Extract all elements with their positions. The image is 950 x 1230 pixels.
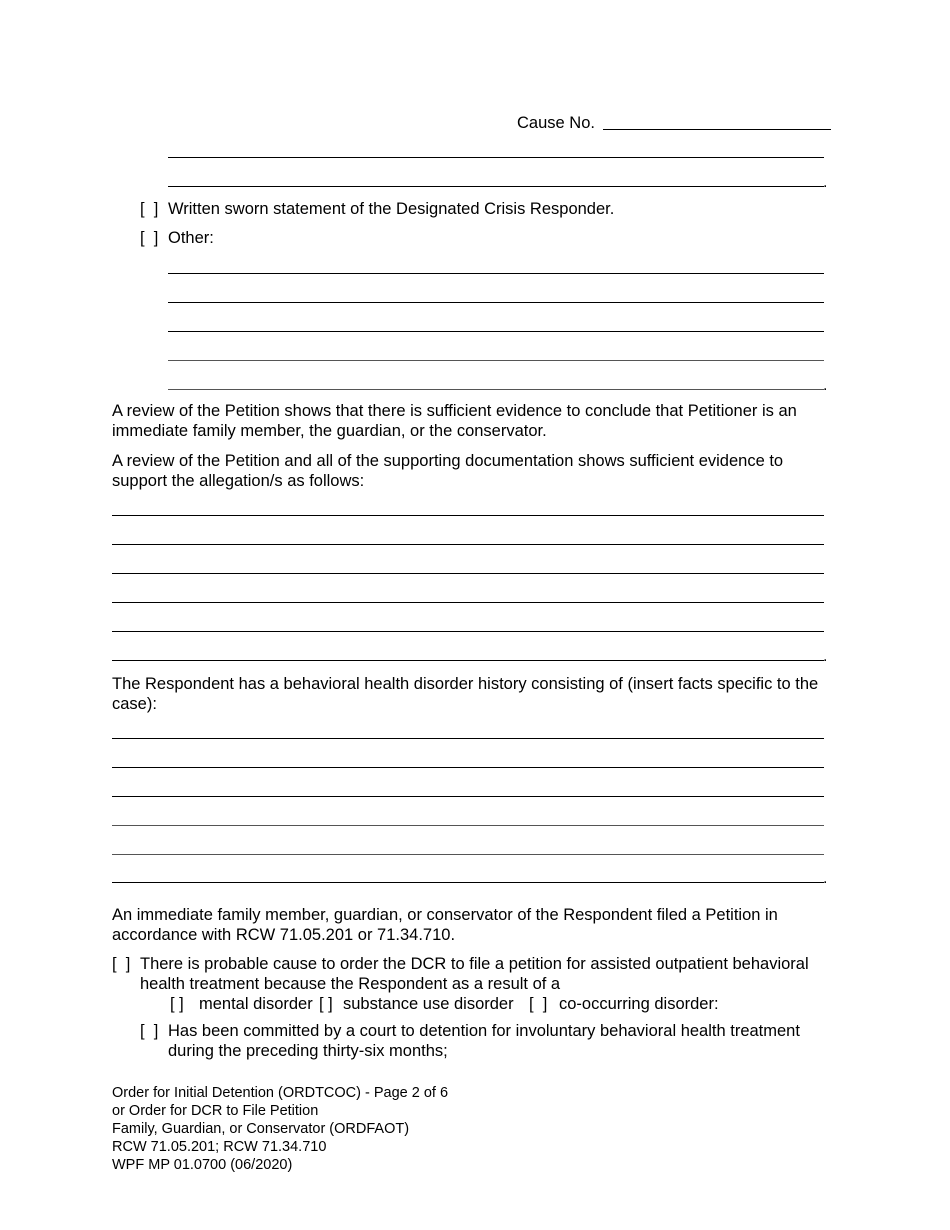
allegation-fill-line[interactable]: [112, 660, 824, 661]
allegation-fill-line[interactable]: [112, 573, 824, 574]
co-occurring-disorder-label: co-occurring disorder:: [559, 995, 719, 1013]
history-fill-line[interactable]: [112, 825, 824, 826]
supporting-review-paragraph: A review of the Petition and all of the supporting documentation shows sufficient evidence to support the allegation/s as follows:: [112, 452, 784, 490]
other-fill-line[interactable]: [168, 331, 824, 332]
other-fill-line[interactable]: [168, 302, 824, 303]
dcr-statement-label: Written sworn statement of the Designated Crisis Responder.: [168, 200, 615, 218]
history-fill-line[interactable]: [112, 767, 824, 768]
mental-disorder-label: mental disorder: [199, 995, 313, 1013]
mental-disorder-checkbox[interactable]: [ ]: [170, 995, 184, 1013]
footer: [112, 1084, 448, 1174]
other-label: Other:: [168, 229, 214, 247]
substance-use-disorder-label: substance use disorder: [343, 995, 514, 1013]
fill-line[interactable]: [168, 186, 824, 187]
fill-line[interactable]: [168, 157, 824, 158]
substance-use-disorder-checkbox[interactable]: [ ]: [319, 995, 333, 1013]
committed-checkbox[interactable]: [ ]: [140, 1022, 159, 1040]
allegation-fill-line[interactable]: [112, 515, 824, 516]
footer-statute: RCW 71.05.201; RCW 71.34.710: [112, 1139, 327, 1155]
line-end-period: .: [823, 870, 828, 887]
line-end-period: .: [823, 648, 828, 665]
footer-form-number: WPF MP 01.0700 (06/2020): [112, 1157, 293, 1173]
footer-form-title: Order for Initial Detention (ORDTCOC) - Page 2 of 6: [112, 1085, 449, 1101]
other-fill-line[interactable]: [168, 273, 824, 274]
footer-form-subtitle: or Order for DCR to File Petition: [112, 1103, 319, 1119]
allegation-fill-line[interactable]: [112, 631, 824, 632]
history-fill-line[interactable]: [112, 854, 824, 855]
co-occurring-disorder-checkbox[interactable]: [ ]: [529, 995, 548, 1013]
cause-number-label: Cause No.: [517, 114, 595, 132]
history-fill-line[interactable]: [112, 882, 824, 883]
cause-number-field[interactable]: [603, 129, 831, 130]
other-checkbox[interactable]: [ ]: [140, 229, 159, 247]
dcr-statement-checkbox[interactable]: [ ]: [140, 200, 159, 218]
other-fill-line[interactable]: [168, 360, 824, 361]
probable-cause-checkbox[interactable]: [ ]: [112, 955, 131, 973]
allegation-fill-line[interactable]: [112, 544, 824, 545]
line-end-period: .: [823, 377, 828, 394]
filed-petition-paragraph: An immediate family member, guardian, or conservator of the Respondent filed a Petition in accordance with RCW 71.05.201 or 71.34.710.: [112, 906, 778, 944]
committed-text: Has been committed by a court to detention for involuntary behavioral health treatment during the preceding thirty-six months;: [168, 1022, 800, 1060]
other-fill-line[interactable]: [168, 389, 824, 390]
history-fill-line[interactable]: [112, 738, 824, 739]
allegation-fill-line[interactable]: [112, 602, 824, 603]
footer-form-name: Family, Guardian, or Conservator (ORDFAOT): [112, 1121, 410, 1137]
history-paragraph: The Respondent has a behavioral health disorder history consisting of (insert facts specific to the case):: [112, 675, 819, 713]
probable-cause-text: There is probable cause to order the DCR to file a petition for assisted outpatient behavioral health treatment because the Respondent as a result of a: [140, 955, 809, 993]
history-fill-line[interactable]: [112, 796, 824, 797]
petitioner-review-paragraph: A review of the Petition shows that there is sufficient evidence to conclude that Petitioner is an immediate family member, the guardian, or the conservator.: [112, 402, 797, 440]
line-end-period: .: [823, 174, 828, 191]
